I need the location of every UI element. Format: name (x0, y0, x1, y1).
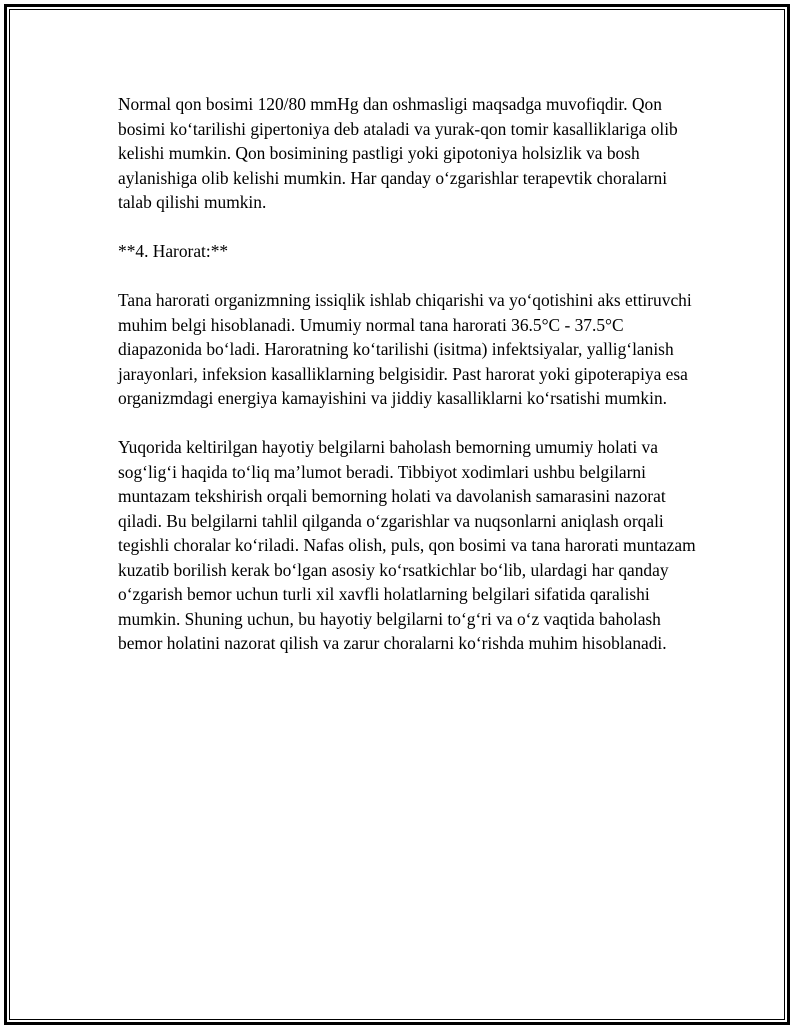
section-heading-temperature: **4. Harorat:** (118, 241, 229, 261)
paragraph-blood-pressure: Normal qon bosimi 120/80 mmHg dan oshmasligi maqsadga muvofiqdir. Qon bosimi ko‘tarilishi gipertoniya deb ataladi va yurak-qon tomir kasalliklariga olib kelishi mumkin. Qon bosimining pastligi yoki gipotoniya holsizlik va bosh aylanishiga olib kelishi mumkin. Har qanday o‘zgarishlar terapevtik choralarni talab qilishi mumkin. (118, 94, 678, 212)
document-body (118, 92, 698, 680)
paragraph-summary: Yuqorida keltirilgan hayotiy belgilarni baholash bemorning umumiy holati va sog‘lig‘i haqida to‘liq ma’lumot beradi. Tibbiyot xodimlari ushbu belgilarni muntazam tekshirish orqali bemorning holati va davolanish samarasini nazorat qiladi. Bu belgilarni tahlil qilganda o‘zgarishlar va nuqsonlarni aniqlash orqali tegishli choralar ko‘riladi. Nafas olish, puls, qon bosimi va tana harorati muntazam kuzatib borilish kerak bo‘lgan asosiy ko‘rsatkichlar bo‘lib, ulardagi har qanday o‘zgarish bemor uchun turli xil xavfli holatlarning belgilari sifatida qaralishi mumkin. Shuning uchun, bu hayotiy belgilarni to‘g‘ri va o‘z vaqtida baholash bemor holatini nazorat qilish va zarur choralarni ko‘rishda muhim hisoblanadi. (118, 437, 696, 653)
paragraph-temperature: Tana harorati organizmning issiqlik ishlab chiqarishi va yo‘qotishini aks ettiruvchi muhim belgi hisoblanadi. Umumiy normal tana harorati 36.5°C - 37.5°C diapazonida bo‘ladi. Haroratning ko‘tarilishi (isitma) infektsiyalar, yallig‘lanish jarayonlari, infeksion kasalliklarning belgisidir. Past harorat yoki gipoterapiya esa organizmdagi energiya kamayishini va jiddiy kasalliklarni ko‘rsatishi mumkin. (118, 290, 692, 408)
